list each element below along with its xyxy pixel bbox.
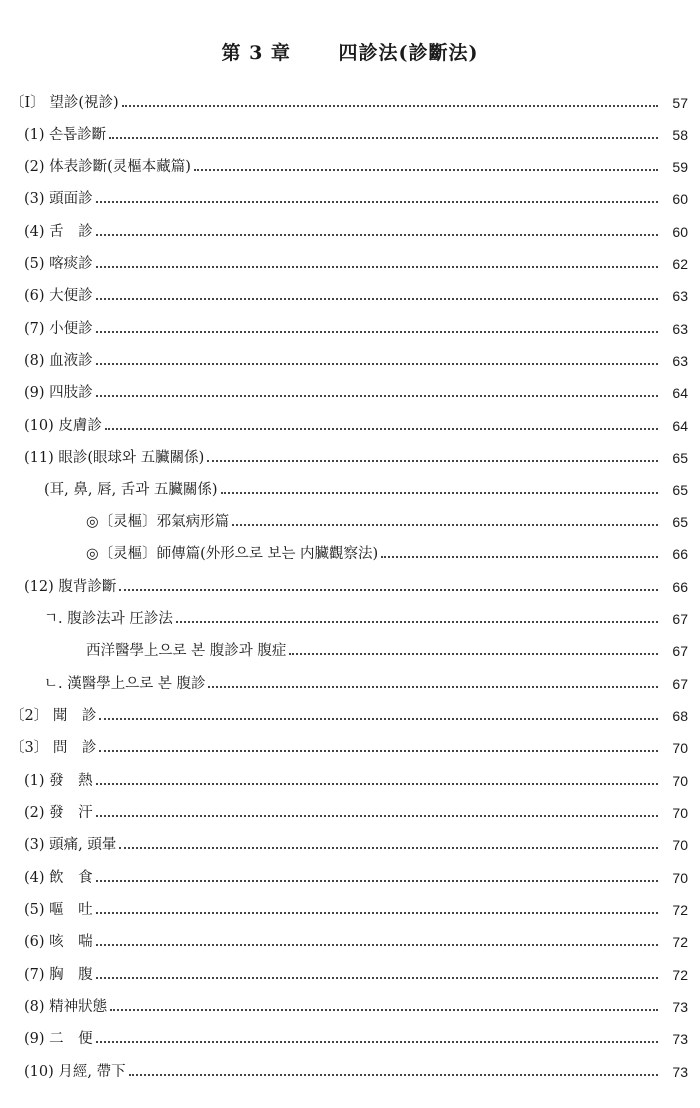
toc-entry-label: 〔3〕 問 診 (10, 740, 97, 756)
chapter-title (0, 38, 700, 65)
dot-leader (119, 589, 658, 591)
dot-leader (289, 653, 658, 655)
toc-entry (24, 828, 688, 854)
toc-entry (24, 958, 688, 984)
toc-entry-label: (10) 皮膚診 (24, 418, 102, 434)
dot-leader (129, 1074, 658, 1076)
toc-entry-page: 70 (672, 773, 688, 789)
dot-leader (96, 815, 658, 817)
toc-entry (24, 925, 688, 951)
toc-entry-label: (1) 發 熱 (24, 773, 93, 789)
toc-entry-page: 72 (672, 967, 688, 983)
dot-leader (109, 137, 658, 139)
toc-entry-page: 65 (672, 450, 688, 466)
toc-entry (44, 602, 688, 628)
toc-entry-label: 〔2〕 聞 診 (10, 708, 97, 724)
dot-leader (232, 524, 658, 526)
toc-entry-page: 63 (672, 353, 688, 369)
toc-entry (24, 215, 688, 241)
toc-entry (24, 796, 688, 822)
toc-entry-label: (3) 頭痛, 頭暈 (24, 837, 117, 853)
dot-leader (96, 880, 658, 882)
toc-entry-page: 60 (672, 191, 688, 207)
dot-leader (96, 363, 658, 365)
dot-leader (99, 750, 658, 752)
toc-entry (24, 150, 688, 176)
dot-leader (176, 621, 658, 623)
toc-entry (24, 764, 688, 790)
toc-entry (24, 893, 688, 919)
toc-entry-label: 西洋醫學上으로 본 腹診과 腹症 (86, 643, 287, 659)
toc-entry-page: 65 (672, 482, 688, 498)
toc-entry-label: ◎〔灵樞〕邪氣病形篇 (86, 514, 230, 530)
toc-entry-label: (4) 舌 診 (24, 224, 93, 240)
toc-entry-page: 60 (672, 224, 688, 240)
toc-entry-label: (2) 体表診斷(灵樞本藏篇) (24, 159, 191, 175)
toc-entry-label: (12) 腹背診斷 (24, 579, 117, 595)
toc-entry (44, 473, 688, 499)
toc-entry-label: (9) 二 便 (24, 1031, 93, 1047)
toc-entry-label: (11) 眼診(眼球와 五臟關係) (24, 450, 205, 466)
dot-leader (96, 298, 658, 300)
toc-entry (24, 570, 688, 596)
toc-entry-page: 70 (672, 870, 688, 886)
toc-entry-label: (1) 손톱診斷 (24, 127, 107, 143)
dot-leader (122, 105, 658, 107)
toc-entry-page: 70 (672, 740, 688, 756)
toc-entry-page: 72 (672, 902, 688, 918)
chapter-name: 四診法(診斷法) (338, 42, 479, 64)
toc-entry-page: 63 (672, 321, 688, 337)
toc-entry (24, 312, 688, 338)
toc-entry-page: 59 (672, 159, 688, 175)
toc-entry-page: 57 (672, 95, 688, 111)
dot-leader (194, 169, 658, 171)
dot-leader (96, 977, 658, 979)
dot-leader (99, 718, 658, 720)
toc-entry (86, 634, 688, 660)
dot-leader (96, 1041, 658, 1043)
toc-entry-label: (9) 四肢診 (24, 385, 93, 401)
toc-entry-page: 68 (672, 708, 688, 724)
toc-entry (24, 861, 688, 887)
toc-entry (24, 279, 688, 305)
toc-entry-page: 70 (672, 837, 688, 853)
toc-entry-page: 66 (672, 546, 688, 562)
dot-leader (96, 912, 658, 914)
toc-entry (24, 990, 688, 1016)
toc-entry (86, 537, 688, 563)
toc-entry-label: (10) 月經, 帶下 (24, 1064, 126, 1080)
dot-leader (119, 847, 658, 849)
toc-entry (24, 344, 688, 370)
toc-entry (10, 731, 688, 757)
toc-entry-page: 67 (672, 611, 688, 627)
dot-leader (208, 686, 658, 688)
toc-entry-label: ㄴ. 漢醫學上으로 본 腹診 (44, 676, 206, 692)
dot-leader (381, 556, 658, 558)
toc-entry-label: (4) 飲 食 (24, 870, 93, 886)
chapter-number: 第 3 章 (221, 42, 291, 64)
toc-entry (10, 699, 688, 725)
toc-entry (24, 1022, 688, 1048)
toc-entry-label: (6) 大便診 (24, 288, 93, 304)
toc-entry-label: 〔Ⅰ〕 望診(視診) (10, 95, 119, 111)
dot-leader (96, 266, 658, 268)
toc-entry-label: (6) 咳 喘 (24, 934, 93, 950)
toc-entry-label: ◎〔灵樞〕師傳篇(外形으로 보는 内臟觀察法) (86, 546, 379, 562)
dot-leader (221, 492, 658, 494)
toc-entry-page: 65 (672, 514, 688, 530)
toc-entry-page: 72 (672, 934, 688, 950)
toc-entry-page: 58 (672, 127, 688, 143)
dot-leader (96, 783, 658, 785)
toc-entry (24, 247, 688, 273)
toc-entry-page: 73 (672, 1031, 688, 1047)
dot-leader (96, 331, 658, 333)
toc-entry-page: 63 (672, 288, 688, 304)
toc-entry (24, 118, 688, 144)
dot-leader (96, 395, 658, 397)
toc-entry-page: 67 (672, 676, 688, 692)
toc-entry (44, 667, 688, 693)
toc-entry (24, 376, 688, 402)
toc-entry-label: (2) 發 汗 (24, 805, 93, 821)
toc-entry-label: (8) 血液診 (24, 353, 93, 369)
toc-entry-label: (3) 頭面診 (24, 191, 93, 207)
toc-entry-label: (5) 嘔 吐 (24, 902, 93, 918)
toc-entry-page: 70 (672, 805, 688, 821)
dot-leader (96, 201, 658, 203)
dot-leader (96, 234, 658, 236)
toc-entry (24, 182, 688, 208)
toc-entry (24, 441, 688, 467)
toc-entry-label: (8) 精神狀態 (24, 999, 108, 1015)
toc-entry (24, 1055, 688, 1081)
toc-entry-page: 64 (672, 385, 688, 401)
toc-entry-page: 73 (672, 1064, 688, 1080)
toc-entry-label: (耳, 鼻, 唇, 舌과 五臟關係) (44, 482, 218, 498)
toc-entry-page: 62 (672, 256, 688, 272)
toc-entry-page: 64 (672, 418, 688, 434)
dot-leader (105, 428, 658, 430)
dot-leader (110, 1009, 658, 1011)
toc-entry-label: (7) 小便診 (24, 321, 93, 337)
toc-entry-label: ㄱ. 腹診法과 圧診法 (44, 611, 173, 627)
toc-entry-label: (5) 喀痰診 (24, 256, 93, 272)
toc-entry-page: 67 (672, 643, 688, 659)
toc-entry (24, 409, 688, 435)
toc-entry (10, 86, 688, 112)
toc-entry (86, 505, 688, 531)
toc-entry-label: (7) 胸 腹 (24, 967, 93, 983)
dot-leader (207, 460, 658, 462)
toc-entry-page: 73 (672, 999, 688, 1015)
dot-leader (96, 944, 658, 946)
toc-entry-page: 66 (672, 579, 688, 595)
